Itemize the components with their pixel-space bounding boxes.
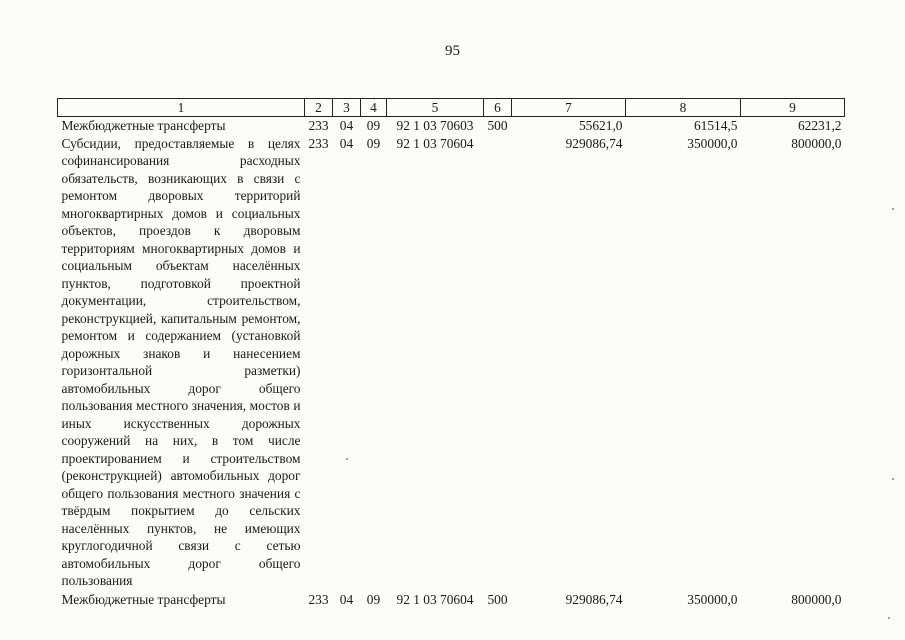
scan-speck	[892, 478, 894, 480]
row-amount-col9: 800000,0	[791, 135, 842, 151]
row-amount-col8: 61514,5	[693, 118, 738, 133]
row-subsection-code: 09	[366, 591, 381, 607]
row-amount-col8: 350000,0	[687, 591, 738, 607]
table-row	[58, 135, 845, 590]
row-target-code: 92 1 03 70604	[396, 135, 474, 151]
header-col-4: 4	[361, 99, 387, 117]
header-col-3: 3	[333, 99, 361, 117]
row-amount-col9: 62231,2	[797, 118, 842, 133]
page-number: 95	[445, 43, 460, 59]
row-target-code: 92 1 03 70604	[396, 591, 474, 607]
header-col-5: 5	[387, 99, 484, 117]
row-ministry-code: 233	[308, 118, 329, 133]
row-target-code: 92 1 03 70603	[396, 118, 474, 133]
row-expense-type	[484, 135, 512, 590]
header-col-8: 8	[626, 99, 741, 117]
row-amount-col7: 929086,74	[565, 591, 623, 607]
header-col-7: 7	[512, 99, 626, 117]
row-section-code: 04	[339, 135, 354, 151]
row-subsection-code: 09	[366, 135, 381, 151]
scan-speck	[892, 208, 894, 210]
scan-speck	[888, 617, 890, 619]
row-name: Межбюджетные трансферты	[61, 591, 226, 607]
row-name: Межбюджетные трансферты	[61, 118, 226, 133]
row-section-code: 04	[339, 118, 354, 133]
row-ministry-code: 233	[308, 591, 329, 607]
header-col-6: 6	[484, 99, 512, 117]
row-expense-type: 500	[487, 591, 508, 607]
row-amount-col7: 929086,74	[565, 135, 623, 151]
row-amount-col8: 350000,0	[687, 135, 738, 151]
row-amount-col9: 800000,0	[791, 591, 842, 607]
table-body	[58, 117, 845, 609]
row-name: Субсидии, предоставляемые в целях софинансирования расходных обязательств, возникающих в связи с ремонтом дворовых территорий многоквартирных домов и социальных объектов, проездов к дворовым территориям многоквартирных домов и социальным объектам населённых пунктов, подготовкой проектной документации, строительством, реконструкцией, капитальным ремонтом, ремонтом и содержанием (установкой дорожных знаков и нанесением горизонтальной разметки) автомобильных дорог общего пользования местного значения, мостов и иных искусственных дорожных сооружений на них, в том числе проектированием и строительством (реконструкцией) автомобильных дорог общего пользования местного значения с твёрдым покрытием до сельских населённых пунктов, не имеющих круглогодичной связи с сетью автомобильных дорог общего пользования	[61, 135, 301, 588]
header-col-9: 9	[741, 99, 845, 117]
row-ministry-code: 233	[308, 135, 329, 151]
row-section-code: 04	[339, 591, 354, 607]
table-row	[58, 590, 845, 609]
header-col-1: 1	[58, 99, 305, 117]
row-subsection-code: 09	[366, 118, 381, 133]
budget-table	[57, 98, 845, 608]
scan-speck	[346, 458, 348, 460]
row-amount-col7: 55621,0	[578, 118, 623, 133]
row-expense-type: 500	[487, 118, 508, 133]
table-header	[58, 99, 845, 117]
header-row	[58, 99, 845, 117]
table-row	[58, 117, 845, 135]
header-col-2: 2	[305, 99, 333, 117]
